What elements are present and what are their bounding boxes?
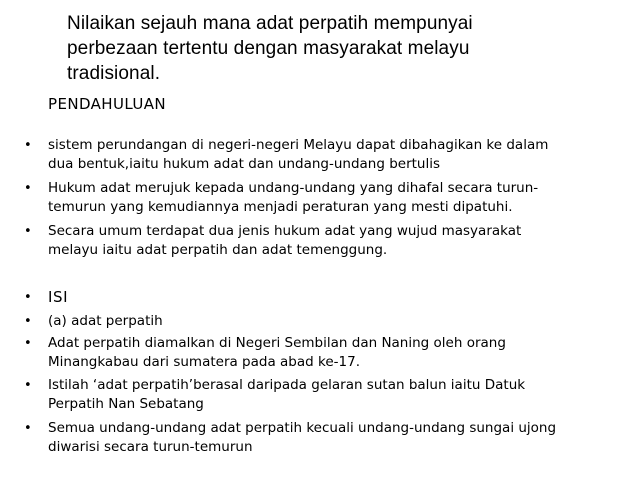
bullet-marker: • — [24, 138, 32, 153]
bullet-line: Semua undang-undang adat perpatih kecuali undang-undang sungai ujong — [48, 420, 557, 436]
bullet-text — [48, 136, 608, 174]
bullet-marker: • — [24, 421, 32, 436]
bullet-line: Perpatih Nan Sebatang — [48, 396, 204, 412]
bullet-marker: • — [24, 314, 32, 329]
bullet-line: Minangkabau dari sumatera pada abad ke-17. — [48, 354, 360, 370]
bullet-text — [48, 288, 608, 307]
bullet-marker: • — [24, 336, 32, 351]
title-line: perbezaan tertentu dengan masyarakat melayu — [67, 38, 470, 59]
bullet-marker: • — [24, 181, 32, 196]
bullet-marker: • — [24, 224, 32, 239]
bullet-text — [48, 376, 608, 414]
bullet-text — [48, 222, 608, 260]
bullet-line: ISI — [48, 288, 69, 306]
bullet-line: dua bentuk,iaitu hukum adat dan undang-undang bertulis — [48, 156, 441, 172]
section-heading: PENDAHULUAN — [48, 95, 167, 113]
bullet-line: Adat perpatih diamalkan di Negeri Sembilan dan Naning oleh orang — [48, 335, 506, 351]
bullet-line: temurun yang kemudiannya menjadi peraturan yang mesti dipatuhi. — [48, 199, 513, 215]
bullet-marker: • — [24, 290, 32, 305]
bullet-line: Hukum adat merujuk kepada undang-undang yang dihafal secara turun- — [48, 180, 539, 196]
bullet-line: Istilah ‘adat perpatih’berasal daripada gelaran sutan balun iaitu Datuk — [48, 377, 526, 393]
bullet-text — [48, 312, 608, 331]
bullet-text — [48, 179, 608, 217]
bullet-line: melayu iaitu adat perpatih dan adat temenggung. — [48, 242, 388, 258]
bullet-text — [48, 334, 608, 372]
bullet-marker: • — [24, 378, 32, 393]
bullet-text — [48, 419, 608, 457]
title-line: tradisional. — [67, 63, 161, 84]
bullet-line: sistem perundangan di negeri-negeri Melayu dapat dibahagikan ke dalam — [48, 137, 549, 153]
bullet-line: diwarisi secara turun-temurun — [48, 439, 253, 455]
bullet-line: (a) adat perpatih — [48, 313, 163, 329]
title-line: Nilaikan sejauh mana adat perpatih mempunyai — [67, 13, 473, 34]
bullet-line: Secara umum terdapat dua jenis hukum adat yang wujud masyarakat — [48, 223, 522, 239]
